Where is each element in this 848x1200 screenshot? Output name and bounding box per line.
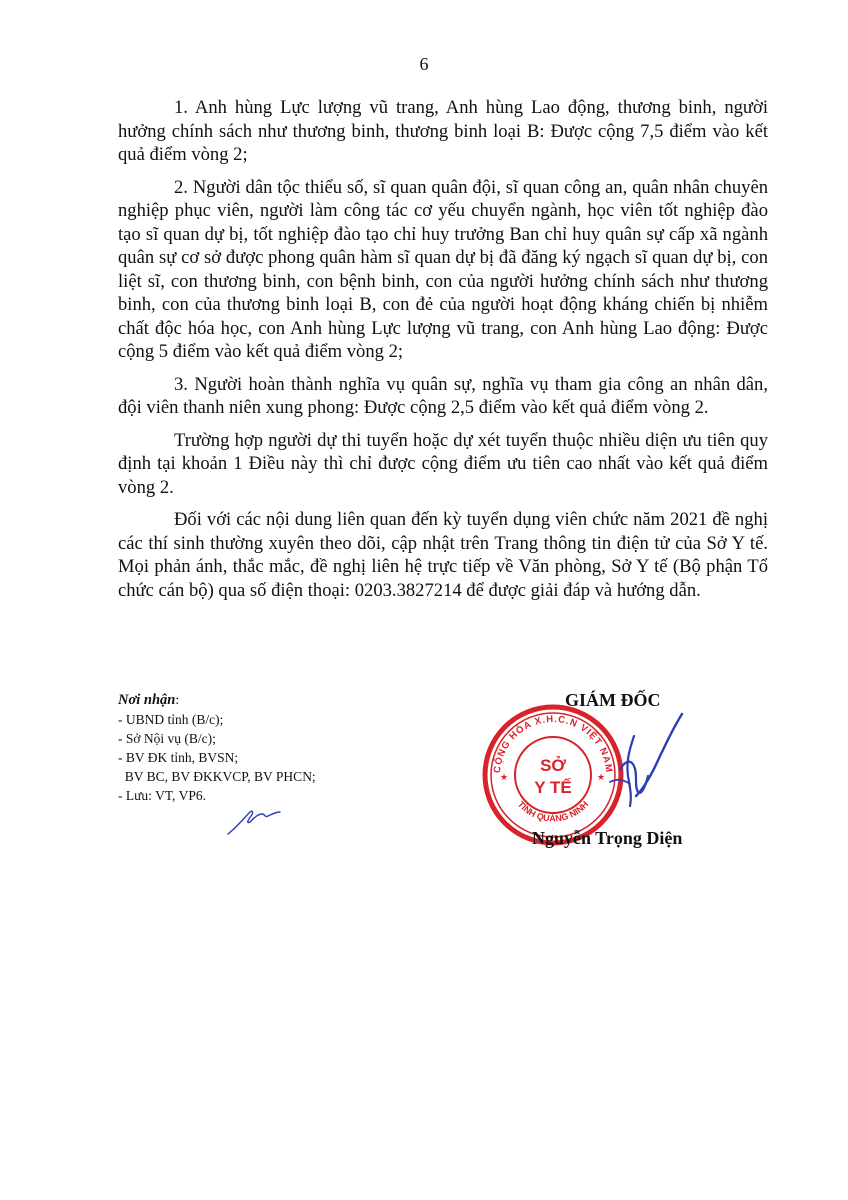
recipient-item: - Lưu: VT, VP6. — [118, 788, 206, 803]
handwritten-signature — [590, 700, 690, 830]
document-body — [118, 96, 768, 611]
seal-bottom-text: TỈNH QUẢNG NINH — [515, 799, 591, 824]
paragraph-priority-2: 2. Người dân tộc thiểu số, sĩ quan quân đội, sĩ quan công an, quân nhân chuyên nghiệp phục viên, người làm công tác cơ yếu chuyển ngành, học viên tốt nghiệp đào tạo sĩ quan dự bị, tốt nghiệp đào tạo chỉ huy trưởng Ban chỉ huy quân sự cấp xã ngành quân sự cơ sở được phong quân hàm sĩ quan dự bị đã đăng ký ngạch sĩ quan dự bị, con liệt sĩ, con thương binh, con bệnh binh, con của người hưởng chính sách như thương binh, con của thương binh loại B, con đẻ của người hoạt động kháng chiến bị nhiễm chất độc hóa học, con Anh hùng Lực lượng vũ trang, con Anh hùng Lao động: Được cộng 5 điểm vào kết quả điểm vòng 2; — [118, 176, 768, 362]
initials-mark — [224, 800, 284, 840]
signer-name: Nguyễn Trọng Diện — [532, 828, 683, 848]
paragraph-priority-3: 3. Người hoàn thành nghĩa vụ quân sự, nghĩa vụ tham gia công an nhân dân, đội viên thanh niên xung phong: Được cộng 2,5 điểm vào kết quả điểm vòng 2. — [118, 373, 768, 418]
recipient-item: - UBND tỉnh (B/c); — [118, 712, 224, 727]
recipients-heading: Nơi nhận — [118, 692, 176, 708]
recipient-item: - Sở Nội vụ (B/c); — [118, 731, 216, 746]
seal-center-line2: Y TẾ — [534, 778, 572, 797]
paragraph-priority-1: 1. Anh hùng Lực lượng vũ trang, Anh hùng Lao động, thương binh, người hưởng chính sách như thương binh, thương binh loại B: Được cộng 7,5 điểm vào kết quả điểm vòng 2; — [118, 97, 768, 165]
paragraph-contact-info: Đối với các nội dung liên quan đến kỳ tuyển dụng viên chức năm 2021 đề nghị các thí sinh thường xuyên theo dõi, cập nhật trên Trang thông tin điện tử của Sở Y tế. Mọi phản ánh, thắc mắc, đề nghị liên hệ trực tiếp về Văn phòng, Sở Y tế (Bộ phận Tổ chức cán bộ) qua số điện thoại: 0203.3827214 để được giải đáp và hướng dẫn. — [118, 509, 768, 601]
paragraph-multiple-priority: Trường hợp người dự thi tuyển hoặc dự xét tuyển thuộc nhiều diện ưu tiên quy định tại khoản 1 Điều này thì chỉ được cộng điểm ưu tiên cao nhất vào kết quả điểm vòng 2. — [118, 429, 768, 498]
recipient-item: BV BC, BV ĐKKVCP, BV PHCN; — [118, 769, 316, 784]
seal-star-right: ★ — [597, 772, 606, 782]
recipients-heading-line — [118, 690, 418, 710]
recipients-block — [118, 690, 418, 805]
recipient-item: - BV ĐK tỉnh, BVSN; — [118, 750, 239, 765]
seal-ring-text: CỘNG HÒA X.H.C.N VIỆT NAM — [491, 713, 615, 774]
seal-star-left: ★ — [500, 772, 509, 782]
recipients-heading-colon: : — [175, 692, 180, 707]
seal-center-line1: SỞ — [540, 756, 566, 775]
signer-title: GIÁM ĐỐC — [565, 690, 661, 710]
page-number: 6 — [419, 54, 429, 74]
